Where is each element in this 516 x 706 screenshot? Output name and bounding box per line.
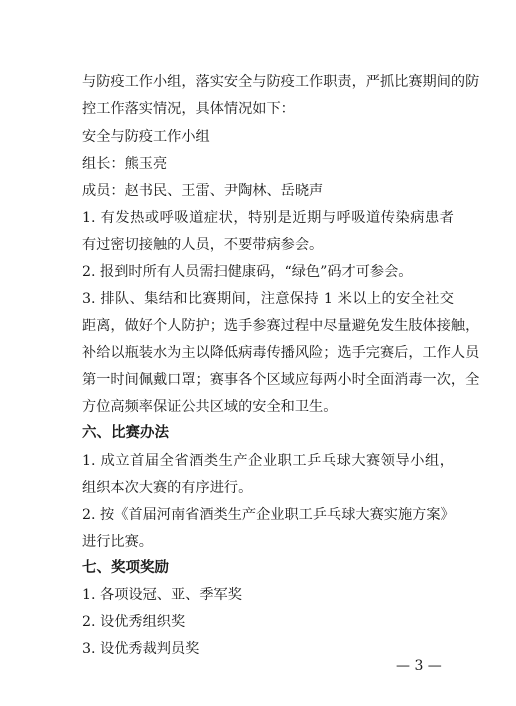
award-item-1: 1. 各项设冠、亚、季军奖 xyxy=(82,587,242,603)
rule-1-line-1: 1. 有发热或呼吸道症状，特别是近期与呼吸道传染病患者 xyxy=(82,210,454,226)
section-6-item-1-line-1: 1. 成立首届全省酒类生产企业职工乒乓球大赛领导小组， xyxy=(82,453,454,469)
intro-line-2: 控工作落实情况，具体情况如下： xyxy=(82,101,295,117)
rule-1-line-2: 有过密切接触的人员，不要带病参会。 xyxy=(82,237,324,253)
intro-line-1: 与防疫工作小组，落实安全与防疫工作职责，严抓比赛期间的防 xyxy=(82,74,480,90)
group-members: 成员：赵书民、王雷、尹陶林、岳晓声 xyxy=(82,183,324,199)
rule-3-line-2: 距离，做好个人防护；选手参赛过程中尽量避免发生肢体接触， xyxy=(82,318,480,334)
section-7-heading: 七、奖项奖励 xyxy=(82,560,169,576)
rule-3-line-1: 3. 排队、集结和比赛期间，注意保持 1 米以上的安全社交 xyxy=(82,291,454,307)
group-name: 安全与防疫工作小组 xyxy=(82,129,210,145)
section-6-item-1-line-2: 组织本次大赛的有序进行。 xyxy=(82,480,253,496)
award-item-2: 2. 设优秀组织奖 xyxy=(82,614,186,630)
rule-2-line-1: 2. 报到时所有人员需扫健康码，“绿色”码才可参会。 xyxy=(82,264,413,280)
page-number: — 3 — xyxy=(396,658,442,674)
section-6-item-2-line-1: 2. 按《首届河南省酒类生产企业职工乒乓球大赛实施方案》 xyxy=(82,507,455,523)
group-leader: 组长：熊玉亮 xyxy=(82,156,168,172)
section-6-heading: 六、比赛办法 xyxy=(82,425,169,441)
rule-3-line-3: 补给以瓶装水为主以降低病毒传播风险；选手完赛后，工作人员 xyxy=(82,345,480,361)
rule-3-line-5: 方位高频率保证公共区域的安全和卫生。 xyxy=(82,399,338,415)
rule-3-line-4: 第一时间佩戴口罩；赛事各个区域应每两小时全面消毒一次，全 xyxy=(82,372,480,388)
section-6-item-2-line-2: 进行比赛。 xyxy=(82,534,153,550)
award-item-3: 3. 设优秀裁判员奖 xyxy=(82,641,200,657)
